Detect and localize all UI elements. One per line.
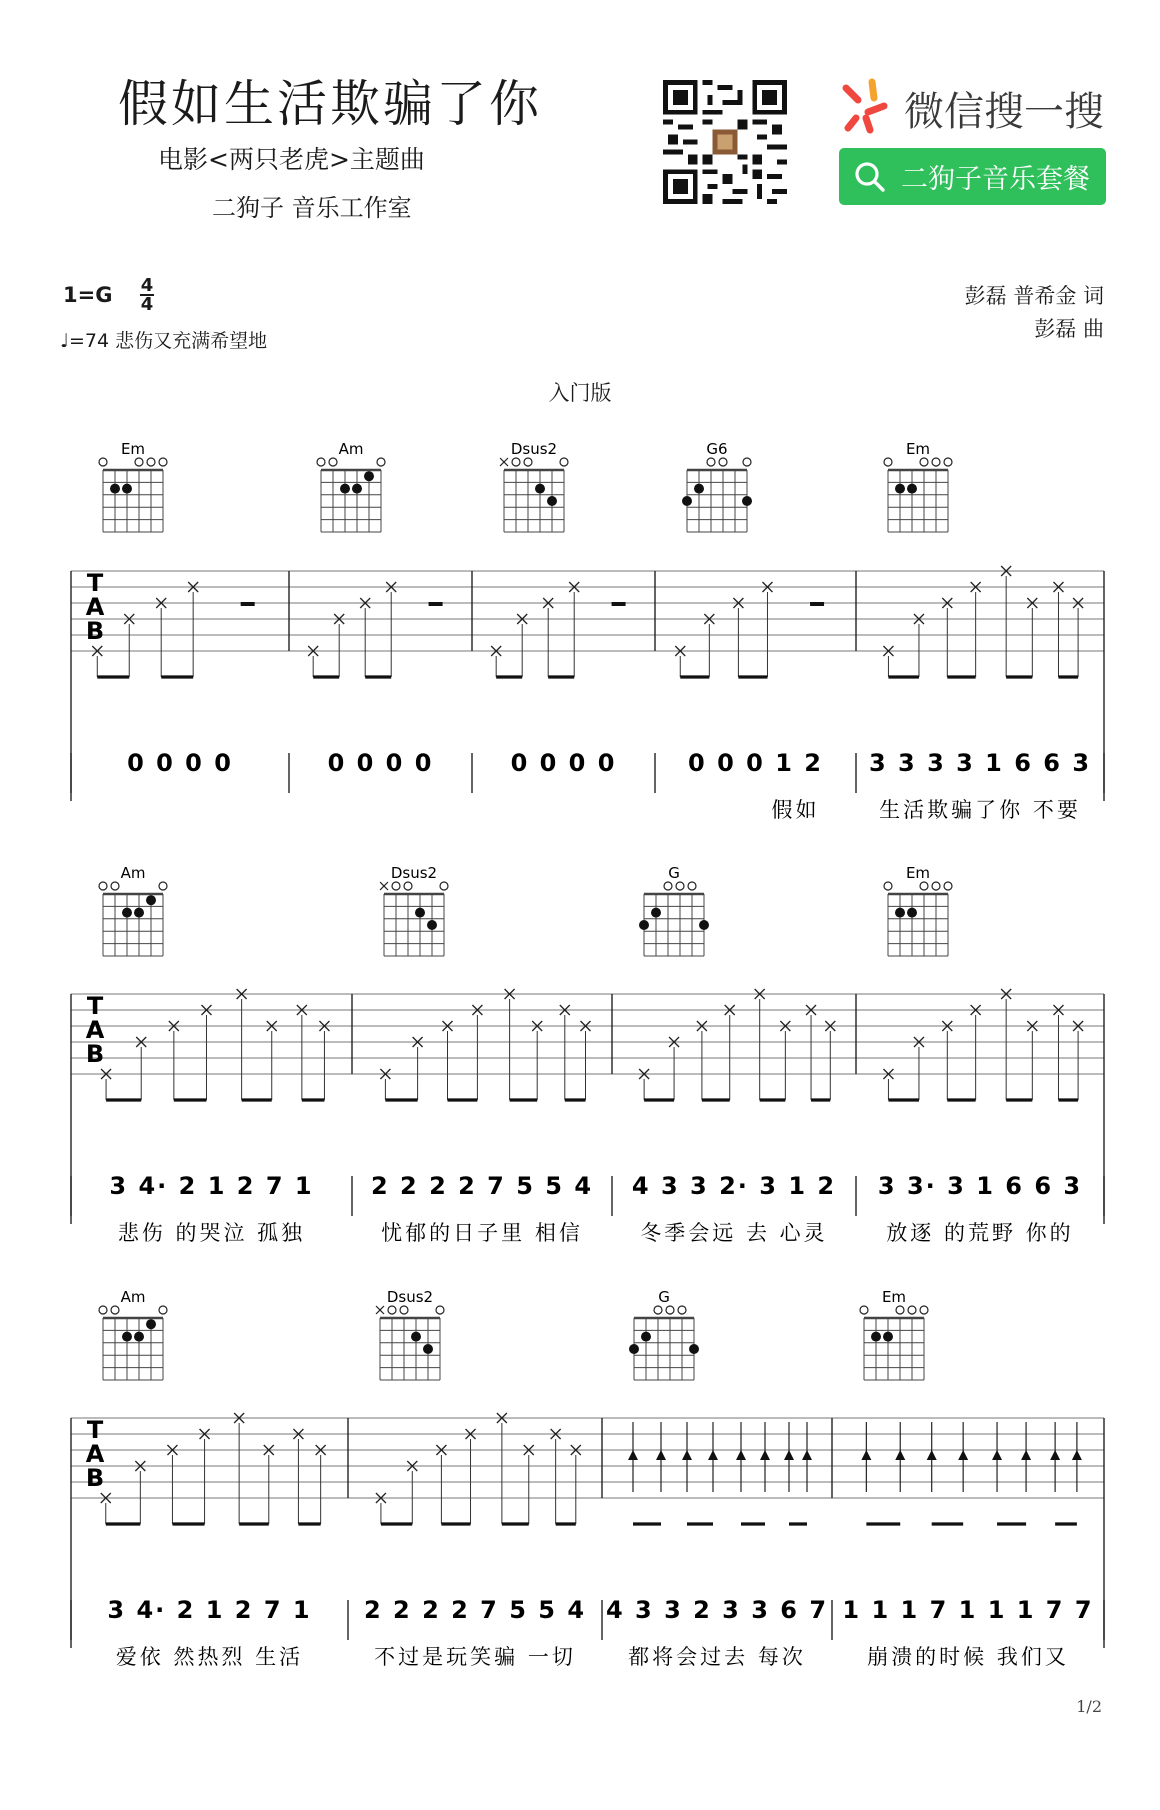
finger-dot: [639, 920, 649, 930]
tab-x-note: [491, 646, 501, 656]
jianpu-notes: 3 4· 2 1 2 7 1: [107, 1596, 312, 1624]
search-button[interactable]: [839, 148, 1106, 205]
chord-name: Am: [120, 864, 146, 882]
tab-x-note: [92, 646, 102, 656]
finger-dot: [122, 484, 132, 494]
jianpu-notes: 4 3 3 2· 3 1 2: [631, 1172, 837, 1200]
tab-x-note: [1027, 1021, 1037, 1031]
strum-arrow-icon: [802, 1450, 812, 1460]
key-signature: 1=G: [63, 283, 113, 307]
finger-dot: [146, 895, 156, 905]
chord-diagram-em: [99, 440, 167, 532]
finger-dot: [699, 920, 709, 930]
tab-x-note: [264, 1445, 274, 1455]
tab-x-note: [551, 1429, 561, 1439]
tab-clef: B: [85, 1464, 105, 1492]
strum-arrow-icon: [927, 1450, 937, 1460]
finger-dot: [895, 484, 905, 494]
tab-x-note: [436, 1445, 446, 1455]
half-rest: [241, 602, 255, 606]
tab-x-note: [669, 1037, 679, 1047]
finger-dot: [883, 1332, 893, 1342]
score-system-2: [71, 989, 1104, 1245]
tab-x-note: [569, 582, 579, 592]
chord-name: Dsus2: [386, 1288, 434, 1306]
search-button-label: 二狗子音乐套餐: [901, 164, 1090, 195]
jianpu-notes: 0 0 0 1 2: [688, 749, 823, 777]
chord-diagram-em: [884, 864, 952, 956]
tab-x-note: [942, 598, 952, 608]
chord-diagram-am: [317, 440, 385, 532]
finger-dot: [340, 484, 350, 494]
strum-arrow-icon: [682, 1450, 692, 1460]
tab-clef: T: [86, 992, 104, 1020]
chord-name: Am: [338, 440, 364, 458]
tab-x-note: [135, 1461, 145, 1471]
tab-x-note: [942, 1021, 952, 1031]
strum-arrow-icon: [1050, 1450, 1060, 1460]
tab-x-note: [466, 1429, 476, 1439]
finger-dot: [535, 484, 545, 494]
tab-x-note: [971, 1005, 981, 1015]
tab-x-note: [524, 1445, 534, 1455]
half-rest: [429, 602, 443, 606]
tab-x-note: [762, 582, 772, 592]
finger-dot: [134, 1332, 144, 1342]
tab-clef: B: [85, 1040, 105, 1068]
chord-diagram-g: [629, 1288, 699, 1380]
chord-name: Em: [881, 1288, 907, 1306]
chord-diagram-g6: [682, 440, 752, 532]
finger-dot: [871, 1332, 881, 1342]
finger-dot: [682, 496, 692, 506]
tab-x-note: [136, 1037, 146, 1047]
chord-diagram-em: [884, 440, 952, 532]
tab-x-note: [124, 614, 134, 624]
finger-dot: [427, 920, 437, 930]
finger-dot: [629, 1344, 639, 1354]
tab-clef: A: [85, 1016, 105, 1044]
jianpu-notes: 2 2 2 2 7 5 5 4: [370, 1172, 594, 1200]
tab-x-note: [1073, 1021, 1083, 1031]
tab-x-note: [1053, 1005, 1063, 1015]
credits: [965, 280, 1104, 346]
tab-x-note: [200, 1429, 210, 1439]
tab-x-note: [1073, 598, 1083, 608]
tab-x-note: [237, 989, 247, 999]
finger-dot: [895, 908, 905, 918]
tab-x-note: [380, 1069, 390, 1079]
chord-name: Dsus2: [390, 864, 438, 882]
jianpu-notes: 3 3· 3 1 6 6 3: [877, 1172, 1083, 1200]
tab-x-note: [293, 1429, 303, 1439]
strum-arrow-icon: [1021, 1450, 1031, 1460]
finger-dot: [689, 1344, 699, 1354]
jianpu-notes: 0 0 0 0: [327, 749, 434, 777]
finger-dot: [411, 1332, 421, 1342]
finger-dot: [364, 471, 374, 481]
tab-x-note: [413, 1037, 423, 1047]
tab-x-note: [156, 598, 166, 608]
strum-arrow-icon: [895, 1450, 905, 1460]
tab-x-note: [472, 1005, 482, 1015]
finger-dot: [110, 484, 120, 494]
tab-x-note: [360, 598, 370, 608]
tab-clef: T: [86, 1416, 104, 1444]
strum-arrow-icon: [708, 1450, 718, 1460]
tab-x-note: [971, 582, 981, 592]
tab-x-note: [497, 1413, 507, 1423]
tempo-text: =74 悲伤又充满希望地: [68, 330, 268, 352]
lyrics-line: 不过是玩笑骗 一切: [374, 1645, 576, 1669]
tab-x-note: [697, 1021, 707, 1031]
chord-diagram-am: [99, 864, 167, 956]
jianpu-notes: 2 2 2 2 7 5 5 4: [363, 1596, 587, 1624]
meter-bottom: 4: [140, 294, 154, 315]
chord-name: Dsus2: [510, 440, 558, 458]
lyrics-line: 崩溃的时候 我们又: [867, 1645, 1069, 1669]
half-rest: [612, 602, 626, 606]
tab-x-note: [1027, 598, 1037, 608]
score-system-1: [71, 566, 1104, 822]
tab-x-note: [675, 646, 685, 656]
strum-arrow-icon: [958, 1450, 968, 1460]
wechat-search-label: 微信搜一搜: [904, 89, 1104, 135]
page-number: 1/2: [1076, 1697, 1102, 1716]
tab-x-note: [407, 1461, 417, 1471]
chord-diagram-g: [639, 864, 709, 956]
tab-x-note: [581, 1021, 591, 1031]
finger-dot: [641, 1332, 651, 1342]
tab-x-note: [101, 1493, 111, 1503]
tab-x-note: [234, 1413, 244, 1423]
tab-x-note: [443, 1021, 453, 1031]
tab-x-note: [914, 614, 924, 624]
strum-arrow-icon: [861, 1450, 871, 1460]
studio-name: 二狗子 音乐工作室: [212, 194, 412, 222]
lyrics-line: 忧郁的日子里 相信: [381, 1221, 583, 1245]
lyrics-line: 放逐 的荒野 你的: [886, 1221, 1074, 1245]
tab-x-note: [780, 1021, 790, 1031]
tab-x-note: [319, 1021, 329, 1031]
tab-x-note: [188, 582, 198, 592]
chord-name: Em: [905, 440, 931, 458]
tab-x-note: [1001, 989, 1011, 999]
song-title: 假如生活欺骗了你: [118, 75, 542, 133]
tab-x-note: [571, 1445, 581, 1455]
chord-name: Am: [120, 1288, 146, 1306]
finger-dot: [146, 1319, 156, 1329]
chord-diagram-dsus2: [500, 440, 568, 532]
score-system-3: [71, 1413, 1104, 1669]
tab-clef: T: [86, 569, 104, 597]
strum-arrow-icon: [656, 1450, 666, 1460]
tab-x-note: [639, 1069, 649, 1079]
tab-x-note: [560, 1005, 570, 1015]
chord-diagram-dsus2: [380, 864, 448, 956]
tab-x-note: [806, 1005, 816, 1015]
tab-x-note: [297, 1005, 307, 1015]
chord-name: G: [668, 864, 680, 882]
tab-x-note: [1001, 566, 1011, 576]
finger-dot: [352, 484, 362, 494]
strum-arrow-icon: [784, 1450, 794, 1460]
tab-x-note: [883, 646, 893, 656]
tab-x-note: [1053, 582, 1063, 592]
tab-x-note: [532, 1021, 542, 1031]
half-rest: [810, 602, 824, 606]
quarter-note-icon: ♩: [60, 330, 69, 352]
tab-x-note: [167, 1445, 177, 1455]
finger-dot: [651, 908, 661, 918]
lyrics-line: 冬季会远 去 心灵: [640, 1221, 828, 1245]
tab-x-note: [386, 582, 396, 592]
tab-x-note: [334, 614, 344, 624]
lyrics-line: 生活欺骗了你 不要: [879, 798, 1081, 822]
tab-x-note: [825, 1021, 835, 1031]
finger-dot: [694, 484, 704, 494]
chord-diagram-dsus2: [376, 1288, 444, 1380]
tempo-marking: [60, 326, 267, 353]
lyrics-line: 爱依 然热烈 生活: [115, 1645, 304, 1669]
tab-x-note: [883, 1069, 893, 1079]
strum-arrow-icon: [736, 1450, 746, 1460]
finger-dot: [547, 496, 557, 506]
chord-diagram-am: [99, 1288, 167, 1380]
song-subtitle: 电影<两只老虎>主题曲: [158, 145, 425, 174]
tab-clef: A: [85, 1440, 105, 1468]
tab-x-note: [267, 1021, 277, 1031]
time-signature: [140, 277, 154, 313]
meter-top: 4: [140, 275, 154, 296]
chord-name: Em: [120, 440, 146, 458]
strum-arrow-icon: [1072, 1450, 1082, 1460]
tab-x-note: [308, 646, 318, 656]
jianpu-notes: 0 0 0 0: [127, 749, 233, 777]
tab-x-note: [169, 1021, 179, 1031]
lyrics-line: 悲伤 的哭泣 孤独: [117, 1221, 306, 1245]
strum-arrow-icon: [992, 1450, 1002, 1460]
wechat-search-logo-icon: [836, 76, 894, 134]
tab-x-note: [725, 1005, 735, 1015]
tab-x-note: [201, 1005, 211, 1015]
finger-dot: [907, 908, 917, 918]
chord-name: G6: [706, 440, 728, 458]
tab-x-note: [543, 598, 553, 608]
finger-dot: [415, 908, 425, 918]
version-label: 入门版: [548, 381, 612, 405]
chord-name: Em: [905, 864, 931, 882]
jianpu-notes: 1 1 1 7 1 1 1 7 7: [842, 1596, 1094, 1624]
tab-clef: A: [85, 593, 105, 621]
chord-name: G: [658, 1288, 670, 1306]
lyrics-line: 假如: [771, 798, 820, 822]
finger-dot: [134, 908, 144, 918]
tab-x-note: [517, 614, 527, 624]
tab-x-note: [376, 1493, 386, 1503]
finger-dot: [122, 908, 132, 918]
qr-code-icon[interactable]: [663, 80, 787, 204]
lyrics-line: 都将会过去 每次: [628, 1645, 806, 1669]
tab-x-note: [755, 989, 765, 999]
composer-credit: 彭磊 曲: [1034, 317, 1104, 341]
finger-dot: [122, 1332, 132, 1342]
finger-dot: [742, 496, 752, 506]
tab-x-note: [733, 598, 743, 608]
strum-arrow-icon: [760, 1450, 770, 1460]
tab-x-note: [316, 1445, 326, 1455]
jianpu-notes: 3 4· 2 1 2 7 1: [109, 1172, 314, 1200]
jianpu-notes: 3 3 3 3 1 6 6 3: [868, 749, 1092, 777]
jianpu-notes: 4 3 3 2 3 3 6 7: [605, 1596, 829, 1624]
tab-x-note: [914, 1037, 924, 1047]
finger-dot: [907, 484, 917, 494]
tab-x-note: [704, 614, 714, 624]
strum-arrow-icon: [628, 1450, 638, 1460]
tab-x-note: [101, 1069, 111, 1079]
tab-x-note: [505, 989, 515, 999]
search-icon: [853, 160, 887, 194]
jianpu-notes: 0 0 0 0: [510, 749, 617, 777]
chord-diagram-em: [860, 1288, 928, 1380]
lyricist-credit: 彭磊 普希金 词: [964, 284, 1104, 308]
tab-clef: B: [85, 617, 105, 645]
finger-dot: [423, 1344, 433, 1354]
